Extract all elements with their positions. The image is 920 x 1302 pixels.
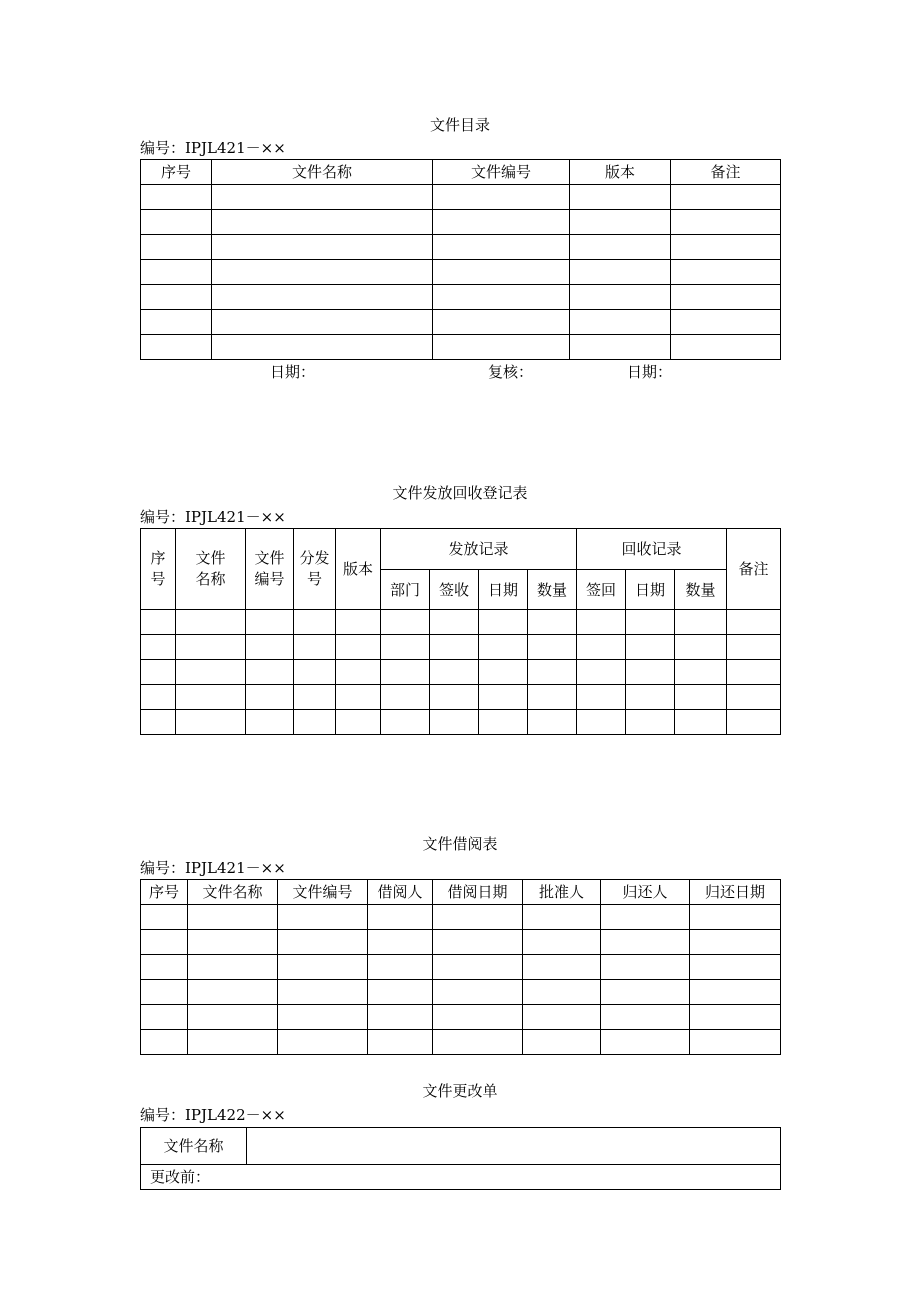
catalog-cell[interactable]	[141, 335, 212, 360]
borrow-cell[interactable]	[368, 1005, 433, 1030]
borrow-row	[141, 980, 781, 1005]
catalog-cell[interactable]	[570, 335, 671, 360]
catalog-cell[interactable]	[671, 285, 781, 310]
distribution-header-seq	[141, 529, 176, 610]
distribution-header-name	[176, 529, 246, 610]
catalog-cell[interactable]	[141, 260, 212, 285]
distribution-header-return-qty: 数量	[675, 570, 727, 610]
distribution-header-dist-line1: 分发	[299, 549, 330, 567]
distribution-header-row-1	[141, 529, 781, 570]
distribution-cell[interactable]	[430, 660, 479, 685]
catalog-cell[interactable]	[212, 285, 433, 310]
distribution-cell[interactable]	[246, 660, 294, 685]
catalog-cell[interactable]	[570, 210, 671, 235]
catalog-cell[interactable]	[141, 285, 212, 310]
distribution-cell[interactable]	[294, 660, 336, 685]
distribution-cell[interactable]	[381, 635, 430, 660]
borrow-cell[interactable]	[141, 955, 188, 980]
borrow-cell[interactable]	[141, 930, 188, 955]
distribution-cell[interactable]	[528, 610, 577, 635]
borrow-cell[interactable]	[523, 905, 601, 930]
distribution-cell[interactable]	[430, 685, 479, 710]
distribution-cell[interactable]	[479, 710, 528, 735]
borrow-cell[interactable]	[433, 905, 523, 930]
borrow-row	[141, 1005, 781, 1030]
catalog-cell[interactable]	[671, 235, 781, 260]
catalog-cell[interactable]	[433, 310, 570, 335]
distribution-header-number-line2: 编号	[254, 570, 285, 588]
borrow-cell[interactable]	[690, 955, 781, 980]
distribution-row	[141, 660, 781, 685]
catalog-header-seq: 序号	[141, 160, 212, 185]
catalog-cell[interactable]	[141, 210, 212, 235]
distribution-cell[interactable]	[528, 635, 577, 660]
catalog-code: 编号：IPJL421－××	[140, 139, 286, 157]
distribution-cell[interactable]	[141, 685, 176, 710]
distribution-cell[interactable]	[727, 635, 781, 660]
distribution-cell[interactable]	[246, 685, 294, 710]
borrow-row	[141, 955, 781, 980]
distribution-cell[interactable]	[528, 685, 577, 710]
distribution-cell[interactable]	[294, 685, 336, 710]
distribution-cell[interactable]	[727, 685, 781, 710]
borrow-cell[interactable]	[690, 980, 781, 1005]
change-title: 文件更改单	[422, 1082, 498, 1100]
borrow-header-name: 文件名称	[188, 880, 278, 905]
change-row-file-name	[141, 1128, 781, 1165]
borrow-header-number: 文件编号	[278, 880, 368, 905]
distribution-header-issue-sign: 签收	[430, 570, 479, 610]
distribution-cell[interactable]	[626, 660, 675, 685]
distribution-header-name-line2: 名称	[195, 570, 226, 588]
borrow-cell[interactable]	[601, 1005, 690, 1030]
borrow-cell[interactable]	[690, 1005, 781, 1030]
borrow-header-return-date: 归还日期	[690, 880, 781, 905]
catalog-footer-review: 复核：	[488, 363, 534, 381]
distribution-cell[interactable]	[141, 635, 176, 660]
change-file-name-label: 文件名称	[141, 1128, 247, 1165]
distribution-cell[interactable]	[675, 635, 727, 660]
catalog-header-version: 版本	[570, 160, 671, 185]
catalog-header-name: 文件名称	[212, 160, 433, 185]
distribution-cell[interactable]	[336, 635, 381, 660]
borrow-cell[interactable]	[433, 955, 523, 980]
borrow-code: 编号：IPJL421－××	[140, 859, 286, 877]
borrow-header-seq: 序号	[141, 880, 188, 905]
distribution-cell[interactable]	[294, 610, 336, 635]
borrow-cell[interactable]	[188, 905, 278, 930]
distribution-cell[interactable]	[176, 660, 246, 685]
borrow-cell[interactable]	[433, 930, 523, 955]
catalog-header-remark: 备注	[671, 160, 781, 185]
borrow-cell[interactable]	[141, 980, 188, 1005]
borrow-header-row	[141, 880, 781, 905]
distribution-body	[141, 610, 781, 735]
borrow-cell[interactable]	[141, 905, 188, 930]
borrow-cell[interactable]	[188, 1030, 278, 1055]
distribution-cell[interactable]	[577, 635, 626, 660]
borrow-cell[interactable]	[690, 905, 781, 930]
distribution-cell[interactable]	[176, 610, 246, 635]
distribution-cell[interactable]	[727, 660, 781, 685]
borrow-row	[141, 905, 781, 930]
borrow-cell[interactable]	[188, 980, 278, 1005]
distribution-cell[interactable]	[176, 685, 246, 710]
catalog-cell[interactable]	[212, 335, 433, 360]
distribution-cell[interactable]	[246, 635, 294, 660]
borrow-cell[interactable]	[601, 1030, 690, 1055]
distribution-cell[interactable]	[381, 710, 430, 735]
borrow-header-borrower: 借阅人	[368, 880, 433, 905]
catalog-cell[interactable]	[212, 185, 433, 210]
distribution-cell[interactable]	[336, 685, 381, 710]
catalog-row	[141, 235, 781, 260]
distribution-header-remark: 备注	[727, 529, 781, 610]
distribution-header-issue-qty: 数量	[528, 570, 577, 610]
distribution-code: 编号：IPJL421－××	[140, 508, 286, 526]
catalog-cell[interactable]	[433, 235, 570, 260]
distribution-cell[interactable]	[528, 660, 577, 685]
borrow-cell[interactable]	[278, 1030, 368, 1055]
distribution-cell[interactable]	[675, 710, 727, 735]
borrow-cell[interactable]	[278, 955, 368, 980]
borrow-cell[interactable]	[601, 930, 690, 955]
distribution-cell[interactable]	[336, 610, 381, 635]
borrow-cell[interactable]	[523, 980, 601, 1005]
catalog-cell[interactable]	[570, 260, 671, 285]
borrow-cell[interactable]	[368, 1030, 433, 1055]
catalog-title: 文件目录	[429, 116, 490, 134]
distribution-header-name-line1: 文件	[195, 549, 226, 567]
borrow-cell[interactable]	[278, 1005, 368, 1030]
change-code: 编号：IPJL422－××	[140, 1106, 286, 1124]
borrow-cell[interactable]	[188, 930, 278, 955]
distribution-cell[interactable]	[381, 685, 430, 710]
distribution-title: 文件发放回收登记表	[392, 484, 528, 502]
distribution-cell[interactable]	[675, 610, 727, 635]
borrow-cell[interactable]	[188, 955, 278, 980]
borrow-cell[interactable]	[368, 930, 433, 955]
distribution-cell[interactable]	[479, 610, 528, 635]
catalog-cell[interactable]	[212, 310, 433, 335]
change-row-before	[141, 1165, 781, 1190]
distribution-header-seq-line2: 号	[150, 570, 166, 588]
distribution-cell[interactable]	[626, 685, 675, 710]
borrow-cell[interactable]	[141, 1030, 188, 1055]
distribution-cell[interactable]	[430, 710, 479, 735]
catalog-row	[141, 210, 781, 235]
catalog-cell[interactable]	[433, 210, 570, 235]
catalog-cell[interactable]	[212, 210, 433, 235]
catalog-header-row	[141, 160, 781, 185]
distribution-cell[interactable]	[528, 710, 577, 735]
distribution-cell[interactable]	[675, 685, 727, 710]
catalog-cell[interactable]	[671, 210, 781, 235]
borrow-row	[141, 1030, 781, 1055]
distribution-header-return-group: 回收记录	[577, 529, 727, 570]
borrow-cell[interactable]	[278, 905, 368, 930]
distribution-cell[interactable]	[727, 610, 781, 635]
borrow-row	[141, 930, 781, 955]
distribution-header-version: 版本	[336, 529, 381, 610]
borrow-cell[interactable]	[433, 1030, 523, 1055]
distribution-cell[interactable]	[141, 660, 176, 685]
catalog-header-number: 文件编号	[433, 160, 570, 185]
borrow-cell[interactable]	[433, 1005, 523, 1030]
distribution-cell[interactable]	[479, 635, 528, 660]
borrow-header-returner: 归还人	[601, 880, 690, 905]
distribution-header-issue-date: 日期	[479, 570, 528, 610]
distribution-cell[interactable]	[675, 660, 727, 685]
borrow-cell[interactable]	[601, 905, 690, 930]
borrow-cell[interactable]	[368, 980, 433, 1005]
catalog-cell[interactable]	[570, 235, 671, 260]
distribution-cell[interactable]	[577, 660, 626, 685]
borrow-cell[interactable]	[523, 1030, 601, 1055]
distribution-header-number-line1: 文件	[254, 549, 285, 567]
borrow-cell[interactable]	[368, 955, 433, 980]
borrow-cell[interactable]	[523, 955, 601, 980]
distribution-cell[interactable]	[479, 685, 528, 710]
distribution-cell[interactable]	[176, 635, 246, 660]
distribution-row	[141, 685, 781, 710]
catalog-cell[interactable]	[671, 185, 781, 210]
distribution-cell[interactable]	[626, 610, 675, 635]
catalog-row	[141, 310, 781, 335]
borrow-header-borrow-date: 借阅日期	[433, 880, 523, 905]
borrow-cell[interactable]	[368, 905, 433, 930]
distribution-header-dist-line2: 号	[306, 570, 322, 588]
distribution-cell[interactable]	[430, 610, 479, 635]
borrow-cell[interactable]	[278, 980, 368, 1005]
distribution-cell[interactable]	[141, 710, 176, 735]
distribution-header-return-sign: 签回	[577, 570, 626, 610]
catalog-body	[141, 185, 781, 360]
distribution-cell[interactable]	[577, 685, 626, 710]
distribution-cell[interactable]	[727, 710, 781, 735]
distribution-cell[interactable]	[336, 660, 381, 685]
catalog-cell[interactable]	[433, 260, 570, 285]
distribution-header-dist	[294, 529, 336, 610]
distribution-table	[140, 528, 781, 735]
distribution-header-return-date: 日期	[626, 570, 675, 610]
borrow-cell[interactable]	[601, 980, 690, 1005]
distribution-cell[interactable]	[294, 710, 336, 735]
catalog-row	[141, 335, 781, 360]
distribution-cell[interactable]	[430, 635, 479, 660]
distribution-cell[interactable]	[141, 610, 176, 635]
catalog-cell[interactable]	[141, 235, 212, 260]
catalog-row	[141, 285, 781, 310]
change-file-name-value[interactable]	[247, 1128, 781, 1165]
distribution-row	[141, 635, 781, 660]
distribution-cell[interactable]	[336, 710, 381, 735]
distribution-header-seq-line1: 序	[150, 549, 166, 567]
catalog-table	[140, 159, 781, 360]
borrow-cell[interactable]	[523, 1005, 601, 1030]
distribution-row	[141, 610, 781, 635]
distribution-cell[interactable]	[626, 710, 675, 735]
catalog-cell[interactable]	[570, 185, 671, 210]
borrow-header-approver: 批准人	[523, 880, 601, 905]
catalog-cell[interactable]	[570, 285, 671, 310]
catalog-row	[141, 185, 781, 210]
distribution-header-issue-dept: 部门	[381, 570, 430, 610]
distribution-cell[interactable]	[246, 610, 294, 635]
distribution-header-issue-group: 发放记录	[381, 529, 577, 570]
catalog-cell[interactable]	[141, 185, 212, 210]
borrow-body	[141, 905, 781, 1055]
borrow-cell[interactable]	[141, 1005, 188, 1030]
catalog-footer-date2: 日期：	[627, 363, 673, 381]
borrow-cell[interactable]	[601, 955, 690, 980]
catalog-cell[interactable]	[212, 260, 433, 285]
change-table	[140, 1127, 781, 1190]
borrow-cell[interactable]	[690, 930, 781, 955]
borrow-cell[interactable]	[188, 1005, 278, 1030]
catalog-cell[interactable]	[570, 310, 671, 335]
distribution-cell[interactable]	[626, 635, 675, 660]
catalog-cell[interactable]	[212, 235, 433, 260]
borrow-cell[interactable]	[433, 980, 523, 1005]
borrow-table	[140, 879, 781, 1055]
distribution-header-number	[246, 529, 294, 610]
catalog-cell[interactable]	[433, 285, 570, 310]
catalog-cell[interactable]	[141, 310, 212, 335]
borrow-cell[interactable]	[690, 1030, 781, 1055]
change-before-label: 更改前：	[141, 1165, 781, 1190]
catalog-cell[interactable]	[671, 260, 781, 285]
borrow-cell[interactable]	[523, 930, 601, 955]
distribution-cell[interactable]	[294, 635, 336, 660]
distribution-cell[interactable]	[577, 710, 626, 735]
borrow-title: 文件借阅表	[422, 835, 498, 853]
distribution-cell[interactable]	[246, 710, 294, 735]
catalog-cell[interactable]	[433, 335, 570, 360]
borrow-cell[interactable]	[278, 930, 368, 955]
catalog-cell[interactable]	[433, 185, 570, 210]
distribution-cell[interactable]	[381, 660, 430, 685]
distribution-cell[interactable]	[479, 660, 528, 685]
catalog-row	[141, 260, 781, 285]
distribution-row	[141, 710, 781, 735]
catalog-footer-date1: 日期：	[270, 363, 316, 381]
catalog-cell[interactable]	[671, 335, 781, 360]
catalog-cell[interactable]	[671, 310, 781, 335]
distribution-cell[interactable]	[176, 710, 246, 735]
distribution-cell[interactable]	[577, 610, 626, 635]
distribution-cell[interactable]	[381, 610, 430, 635]
